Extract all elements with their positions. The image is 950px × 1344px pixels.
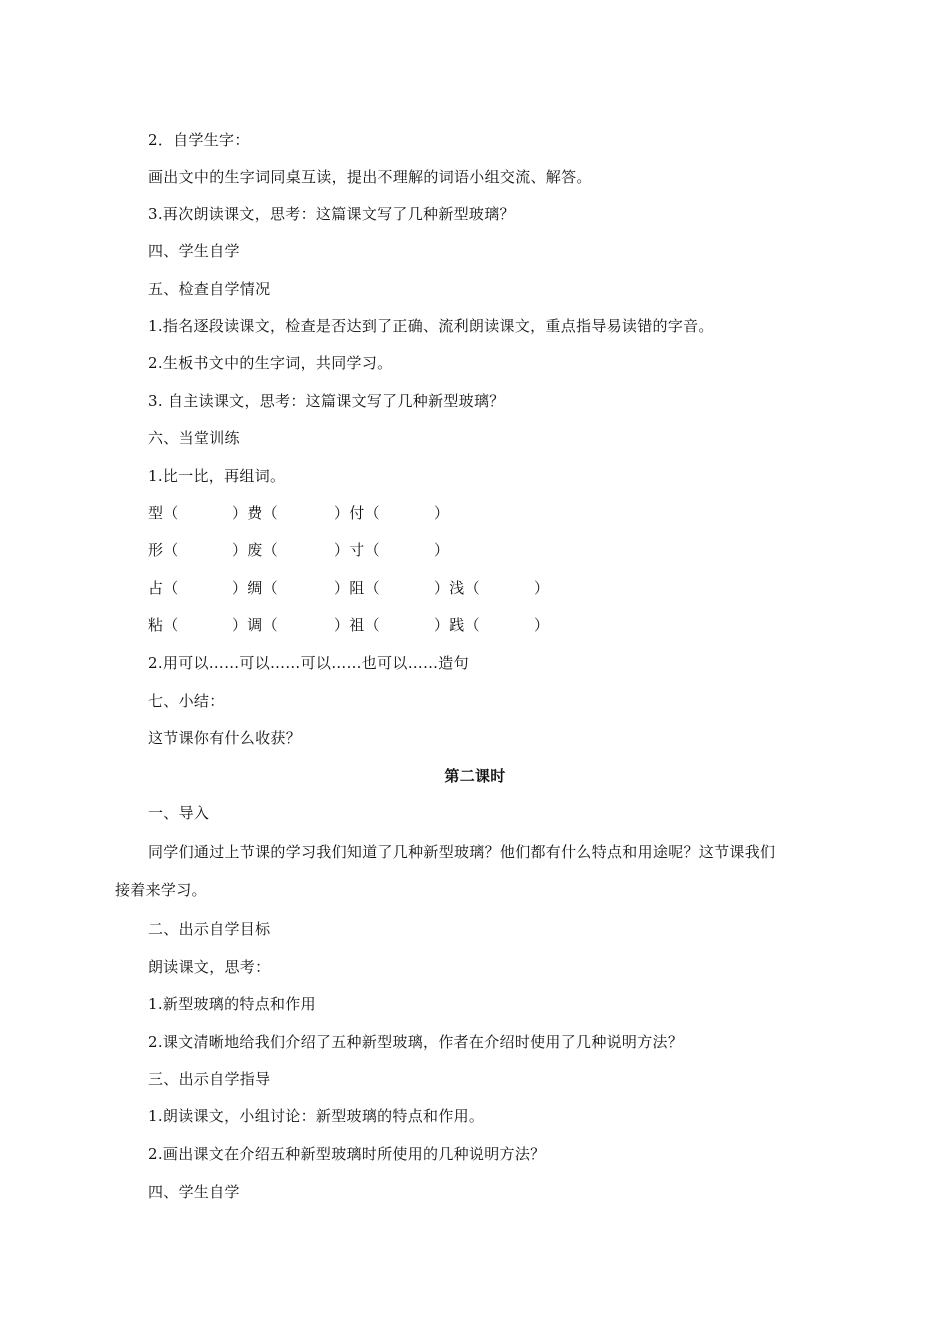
exercise-cell: ） (434, 541, 450, 559)
text-line: 1.比一比，再组词。 (148, 467, 286, 485)
section-heading: 三、出示自学指导 (148, 1070, 271, 1088)
text-line: 2.课文清晰地给我们介绍了五种新型玻璃，作者在介绍时使用了几种说明方法？ (148, 1033, 684, 1051)
text-line: 这节课你有什么收获？ (148, 729, 302, 747)
section-heading: 六、当堂训练 (148, 429, 240, 447)
exercise-cell: 粘（ (148, 616, 179, 634)
lesson-title: 第二课时 (444, 767, 506, 785)
text-line: 同学们通过上节课的学习我们知道了几种新型玻璃？他们都有什么特点和用途呢？这节课我们 (148, 843, 776, 861)
exercise-cell: ） (534, 616, 550, 634)
exercise-cell: ） (534, 579, 550, 597)
exercise-cell: 形（ (148, 541, 179, 559)
text-line: 2.用可以……可以……可以……也可以……造句 (148, 654, 469, 672)
exercise-cell: ）寸（ (334, 541, 380, 559)
exercise-row (148, 503, 848, 523)
section-heading: 二、出示自学目标 (148, 920, 271, 938)
section-heading: 五、检查自学情况 (148, 280, 271, 298)
text-line: 2．自学生字： (148, 131, 250, 149)
section-heading: 一、导入 (148, 804, 210, 822)
exercise-row (148, 540, 848, 560)
text-line: 3. 自主读课文，思考：这篇课文写了几种新型玻璃？ (148, 392, 505, 410)
text-line: 2.生板书文中的生字词，共同学习。 (148, 354, 393, 372)
section-heading: 四、学生自学 (148, 1183, 240, 1201)
exercise-row (148, 578, 848, 598)
exercise-cell: ）绸（ (232, 579, 278, 597)
exercise-cell: ）祖（ (334, 616, 380, 634)
exercise-cell: 型（ (148, 504, 179, 522)
section-heading: 四、学生自学 (148, 242, 240, 260)
text-line: 朗读课文，思考： (148, 958, 271, 976)
text-line: 1.新型玻璃的特点和作用 (148, 995, 316, 1013)
exercise-cell: ）付（ (334, 504, 380, 522)
exercise-cell: ）费（ (232, 504, 278, 522)
text-line: 3.再次朗读课文，思考：这篇课文写了几种新型玻璃？ (148, 205, 515, 223)
exercise-cell: ）阻（ (334, 579, 380, 597)
exercise-cell: ）践（ (434, 616, 480, 634)
exercise-cell: ）浅（ (434, 579, 480, 597)
text-line: 1.朗读课文，小组讨论：新型玻璃的特点和作用。 (148, 1107, 485, 1125)
exercise-cell: ） (434, 504, 450, 522)
section-heading: 七、小结： (148, 692, 225, 710)
text-line: 1.指名逐段读课文，检查是否达到了正确、流利朗读课文，重点指导易读错的字音。 (148, 317, 714, 335)
exercise-cell: 占（ (148, 579, 179, 597)
text-line: 2.画出课文在介绍五种新型玻璃时所使用的几种说明方法？ (148, 1145, 546, 1163)
text-line: 接着来学习。 (115, 881, 207, 899)
exercise-row (148, 615, 848, 635)
exercise-cell: ）废（ (232, 541, 278, 559)
exercise-cell: ）调（ (232, 616, 278, 634)
text-line: 画出文中的生字词同桌互读，提出不理解的词语小组交流、解答。 (148, 168, 592, 186)
